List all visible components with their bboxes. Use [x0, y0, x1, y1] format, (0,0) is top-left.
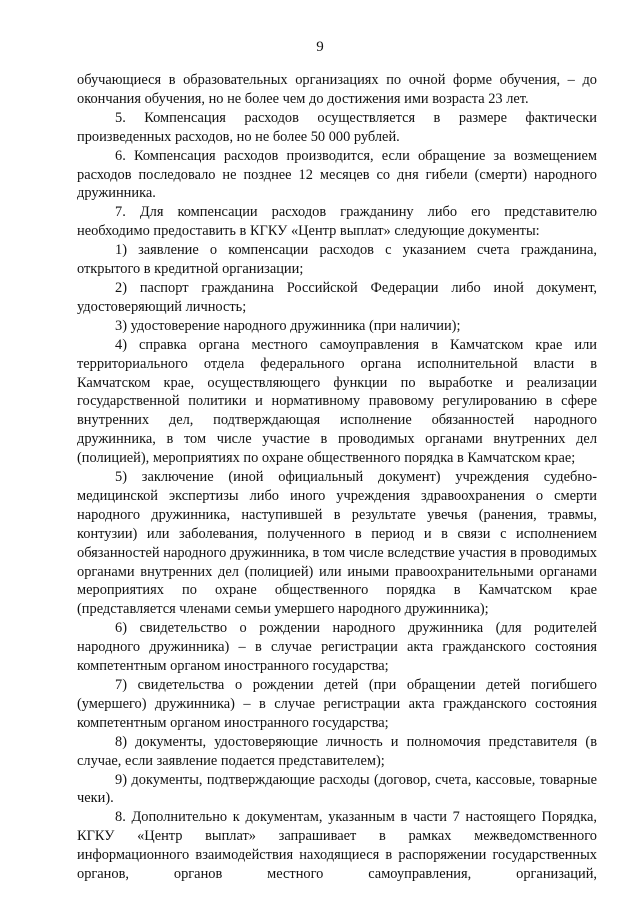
list-item-9: 9) документы, подтверждающие расходы (договор, счета, кассовые, товарные чеки). — [77, 771, 597, 807]
document-body — [77, 71, 597, 884]
list-item-1: 1) заявление о компенсации расходов с указанием счета гражданина, открытого в кредитной организации; — [77, 242, 597, 278]
list-item-5: 5) заключение (иной официальный документ) учреждения судебно-медицинской экспертизы либо иного учреждения здравоохранения о смерти народного дружинника, наступившей в результате увечья (ранения, травмы, контузии) или заболевания, полученного в период и в связи с исполнением обязанностей народного дружинника, в том числе вследствие участия в проводимых органами внутренних дел (полицией) или иными правоохранительными органами мероприятиях по охране общественного порядка в Камчатском крае (представляется членами семьи умершего народного дружинника); — [77, 469, 597, 618]
list-item-4: 4) справка органа местного самоуправления в Камчатском крае или территориального отдела федерального органа исполнительной власти в Камчатском крае, осуществляющего функции по выработке и реализации государственной политики и нормативному правовому регулированию в сфере внутренних дел, подтверждающая исполнение обязанностей народного дружинника, в том числе участие в проводимых органами внутренних дел (полицией), мероприятиях по охране общественного порядка в Камчатском крае; — [77, 336, 597, 467]
list-item-2: 2) паспорт гражданина Российской Федерации либо иной документ, удостоверяющий личность; — [77, 279, 597, 315]
paragraph-item-7: 7. Для компенсации расходов гражданину либо его представителю необходимо предоставить в КГКУ «Центр выплат» следующие документы: — [77, 204, 597, 240]
paragraph-continuation: обучающиеся в образовательных организациях по очной форме обучения, – до окончания обучения, но не более чем до достижения ими возраста 23 лет. — [77, 72, 597, 107]
list-item-7: 7) свидетельства о рождении детей (при обращении детей погибшего (умершего) дружинника) – в случае регистрации акта гражданского состояния компетентным органом иностранного государства; — [77, 677, 597, 731]
list-item-6: 6) свидетельство о рождении народного дружинника (для родителей народного дружинника) – в случае регистрации акта гражданского состояния компетентным органом иностранного государства; — [77, 620, 597, 675]
list-item-8: 8) документы, удостоверяющие личность и полномочия представителя (в случае, если заявление подается представителем); — [77, 733, 597, 769]
paragraph-item-8: 8. Дополнительно к документам, указанным в части 7 настоящего Порядка, КГКУ «Центр выплат» запрашивает в рамках межведомственного информационного взаимодействия находящиеся в распоряжении государственных органов, органов местного самоуправления, организаций, — [77, 809, 597, 883]
page-number: 9 — [316, 39, 324, 55]
paragraph-item-5: 5. Компенсация расходов осуществляется в размере фактически произведенных расходов, но не более 50 000 рублей. — [77, 109, 597, 145]
list-item-3: 3) удостоверение народного дружинника (при наличии); — [115, 317, 461, 334]
paragraph-item-6: 6. Компенсация расходов производится, если обращение за возмещением расходов последовало не позднее 12 месяцев со дня гибели (смерти) народного дружинника. — [77, 147, 597, 202]
